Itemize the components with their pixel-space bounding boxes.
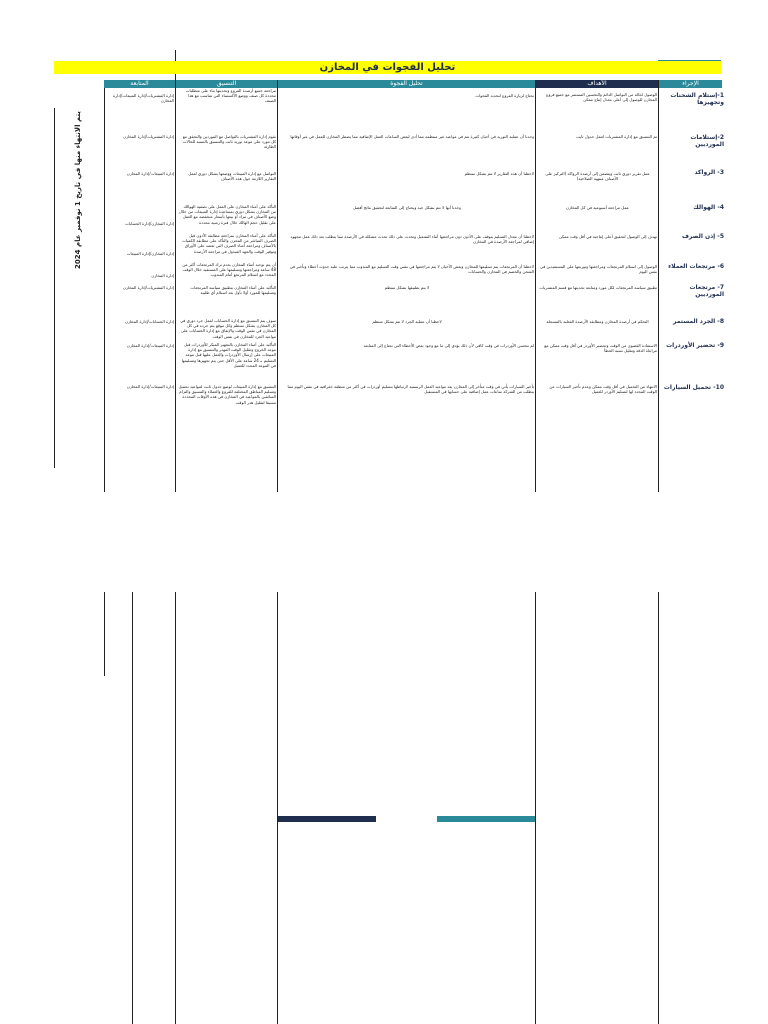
lower-line-3 — [277, 592, 278, 1024]
bottom-bar-navy — [278, 816, 376, 822]
column-line-5 — [658, 80, 659, 492]
goal-3: عمل تقرير دوري ثابت ويتضمن إلى أرصدة الرواكد (التركيز على الأصناف منتهية الصلاحية) — [545, 171, 650, 182]
goal-5: نهدف إلى الوصول لتحقيق أعلى إنتاجية في أقل وقت ممكن — [558, 234, 657, 239]
followup-1: إدارة المشتريات/إدارة المبيعات/إدارة المخازن — [112, 93, 174, 104]
lower-line-0 — [104, 592, 105, 676]
procedure-4: 4- الهوالك — [693, 204, 724, 211]
lower-line-4 — [535, 592, 536, 1024]
procedure-7: 7- مرتجعات المورديين — [689, 284, 724, 298]
lower-line-1 — [132, 592, 133, 1024]
side-note-text: يتم الانتهاء منها في تاريخ 1 نوفمبر عام 2024 — [74, 111, 82, 269]
gap-2: وجدنا أن عملية التوريد في أحيان كثيرة تتم في مواعيد غير منتظمة مما أدى لبعض الساعات العمل الإضافية مما يضطر المخازن للعمل في غير أوقاتها — [290, 134, 534, 139]
gap-8: لاحظنا أن عملية الجرد لا تتم بشكل منتظم — [372, 319, 442, 324]
gap-7: لا يتم تطبيقها بشكل منتظم — [384, 285, 430, 290]
followup-8: إدارة الحسابات/إدارة المخازن — [124, 319, 174, 324]
bottom-bar-teal — [437, 816, 535, 822]
goal-4: عمل مراجعة أسبوعية في كل المخازن — [565, 205, 630, 210]
gap-5: لاحظنا أن معدل التسليم يتوقف على الأذون دون مراجعتها أثناء التشغيل وتحدث على ذلك تحدث مشكلة في الأرصدة مما يتطلب بعد ذلك عمل مجهود إضافي لمراجعة الأرصدة في المخازن — [290, 234, 534, 245]
procedure-5: 5- إذن الصرف — [681, 233, 724, 240]
coordination-9: التأكيد على أمناء المخازن بالتجهيز المبكر للأوردرات قبل موعد الخروج وتقليل الوقت المهدر والتنسيق مع إدارة المبيعات على إرسال الأوردرات والعمل عليها قبل موعد التسليم بـ 24 ساعة على الأقل حتى يتم تجهيزها وتسليمها في الموعد المحدد للعميل — [181, 342, 276, 368]
header-procedure: الإجراء — [659, 80, 722, 88]
coordination-3: التواصل مع إدارة المبيعات ووضعها بشكل دوري لعمل التقارير اللازمة حول هذه الأصناف — [188, 171, 276, 182]
coordination-1: مراجعة جميع أرصدة الفروع وتحديثها بناء على متطلبات محددة كل صنف ووضع الأكسساء التي تتناسب مع هذا الصنف — [185, 88, 276, 104]
followup-10: إدارة المبيعات/إدارة المخازن — [126, 384, 174, 389]
followup-7: إدارة المشتريات/إدارة المخازن — [123, 285, 174, 290]
header-goals: الأهداف — [536, 80, 658, 88]
gap-10: تأخير السيارات يأتي في وقت متأخر إلى المخازن بعد مواعيد العمل الرسمية لارتباطها بتسليم أوردرات في أكثر من منطقة جغرافية في نفس اليوم مما يتطلب من الشركة ساعات عمل إضافية على حسابها في المستقبل — [287, 384, 534, 395]
gap-3: لاحظنا أن هذه التقارير لا تتم بشكل منتظم — [464, 171, 534, 176]
gap-4: وجدنا أنها لا تتم بشكل جيد ويحتاج إلى المتابعة لتحقيق نتائج أفضل — [353, 205, 461, 210]
followup-5: إدارة المخازن/إدارة المبيعات — [126, 251, 174, 256]
coordination-5: التأكد على أمناء المخازن بمراجعة مطابقة الأذون قبل الصرف المباشر من المخزن والتأكد على مطابقة الكميات بالأصناف ومراجعة أمناء الصرف التي تعتمد على الأوراق وتوفير الوقت والجهد المبذول في مراجعة الأرصدة — [182, 233, 276, 254]
procedure-8: 8- الجرد المستمر — [673, 318, 724, 325]
procedure-2: 2-إستلامات المورديين — [690, 134, 724, 148]
followup-2: إدارة المشتريات/إدارة المخازن — [123, 134, 174, 139]
procedure-3: 3- الرواكد — [694, 169, 724, 176]
coordination-7: التأكيد على أمناء المخازن بتطبيق سياسة المرتجعات وتسليمها للمورد أولا بأول بعد استلام أي طلبية — [190, 285, 276, 296]
gap-9: لم تتحسن الأوردرات في وقت كافي لأن ذلك يؤدي إلى ما مع وجود بعض الأخطاء التي تحتاج إلى المتابعة — [363, 343, 534, 348]
header-coordination: التنسيق — [176, 80, 277, 88]
followup-9: إدارة المبيعات/إدارة المخازن — [126, 343, 174, 348]
page-title: تحليل الفجوات في المخازن — [319, 62, 456, 73]
goal-8: التحكم في أرصدة المخازن ومطابقة الأرصدة الفعلية بالمسجلة — [546, 319, 649, 324]
goal-10: الانتهاء من التحميل في أقل وقت ممكن وعدم تأخير السيارات عن الوقت المحدد لها لتسليم الأوردر للعميل — [549, 384, 657, 395]
gap-6: لاحظنا أن المرتجعات يتم تسليمها للمخازن وبعض الأحيان لا يتم مراجعتها في نفس وقت التسليم مع المندوب مما يترتب عليه حدوث أخطاء وتأخير في الشحن والخصم في المخازن والحسابات — [289, 264, 534, 275]
procedure-6: 6- مرتجعات العملاء — [668, 263, 724, 270]
column-line-4 — [535, 80, 536, 492]
left-margin-line — [54, 108, 55, 468]
header-gap-analysis: تحليل الفجوة — [278, 80, 535, 88]
procedure-9: 9- تحضير الأوردرات — [666, 342, 724, 349]
followup-3: إدارة المبيعات/إدارة المخازن — [126, 171, 174, 176]
coordination-10: التنسيق مع إدارة المبيعات لوضع جدول ثابت لمواعيد تحميل وتسليم المناطق المختلفة للفروع والعملاء والتنسيق والتزام السائقين بالمواعيد في المخازن في هذه الأوقات المحددة مسبقا لتقليل هدر الوقت — [178, 384, 276, 405]
header-followup: المتابعة — [104, 80, 175, 88]
goal-1: الوصول لحالة من التواصل الدائم والتحسين المستمر مع جميع فروع المخازن للوصول إلى أعلى معدل إنتاج ممكن — [546, 92, 657, 103]
gap-1: نحتاج لزيارة الفروع لتحديد الفجوات — [475, 93, 534, 98]
procedure-1: 1-إستلام الشحنات وتجهيزها — [670, 92, 724, 106]
column-line-3 — [277, 80, 278, 492]
goal-6: الوصول إلى استلام المرتجعات ومراجعتها وتوزيعها على المستفيدين في نفس اليوم — [539, 264, 657, 275]
coordination-6: أن يتم توحيد أمناء المخازن بعدم ترك المرتجعات أكثر من 48 ساعة ومراجعتها وتسليمها على المستفيد خلال الوقت المحدد مع استلام المرتجع أمام المندوب — [182, 262, 276, 278]
followup-6: إدارة المخازن — [151, 273, 174, 278]
procedure-10: 10- تحميل السيارات — [663, 384, 724, 391]
lower-line-5 — [658, 592, 659, 1024]
column-line-2 — [175, 50, 176, 492]
goal-7: تطبيق سياسة المرتجعات لكل مورد ومتابعة تحديثها مع قسم المشتريات — [539, 285, 657, 290]
lower-line-2 — [175, 592, 176, 1024]
coordination-4: التأكد على أمناء المخازن على العمل على تصفية الهوالك من المخازن بشكل دوري بمساعدة إدارة المبيعات من خلال وضع الأصناف في مزاد أو بيعها بأسعار منخفضة مع العمل على تقليل حجم الهالك خلال فترة زمنية محددة — [178, 204, 276, 225]
side-note — [58, 110, 98, 290]
goal-2: تم التنسيق مع إدارة المشتريات لعمل جدول ثابت — [576, 134, 657, 139]
coordination-2: نقوم إدارة المشتريات بالتواصل مع الموردين والتحقق مع كل مورد على موعد توريد ثابت والتنسيق بالنسبة للحالات الطارئة — [182, 134, 276, 150]
followup-4: إدارة المخازن/إدارة الحسابات — [124, 221, 174, 226]
goal-9: الاستفادة القصوى من الوقت وتحضير الأوردر في أقل وقت ممكن مع مراعاة الدقة وتقليل نسبة الخطأ — [544, 343, 657, 354]
coordination-8: سوف يتم التنسيق مع إدارة الحسابات لعمل جرد دوري في كل المخازن بشكل منتظم وكل موقع يتم جرده في كل المخازن في نفس الوقت والإتفاق مع إدارة الحسابات على مواعيد الجرد للمخازن في نفس الوقت — [180, 318, 276, 339]
